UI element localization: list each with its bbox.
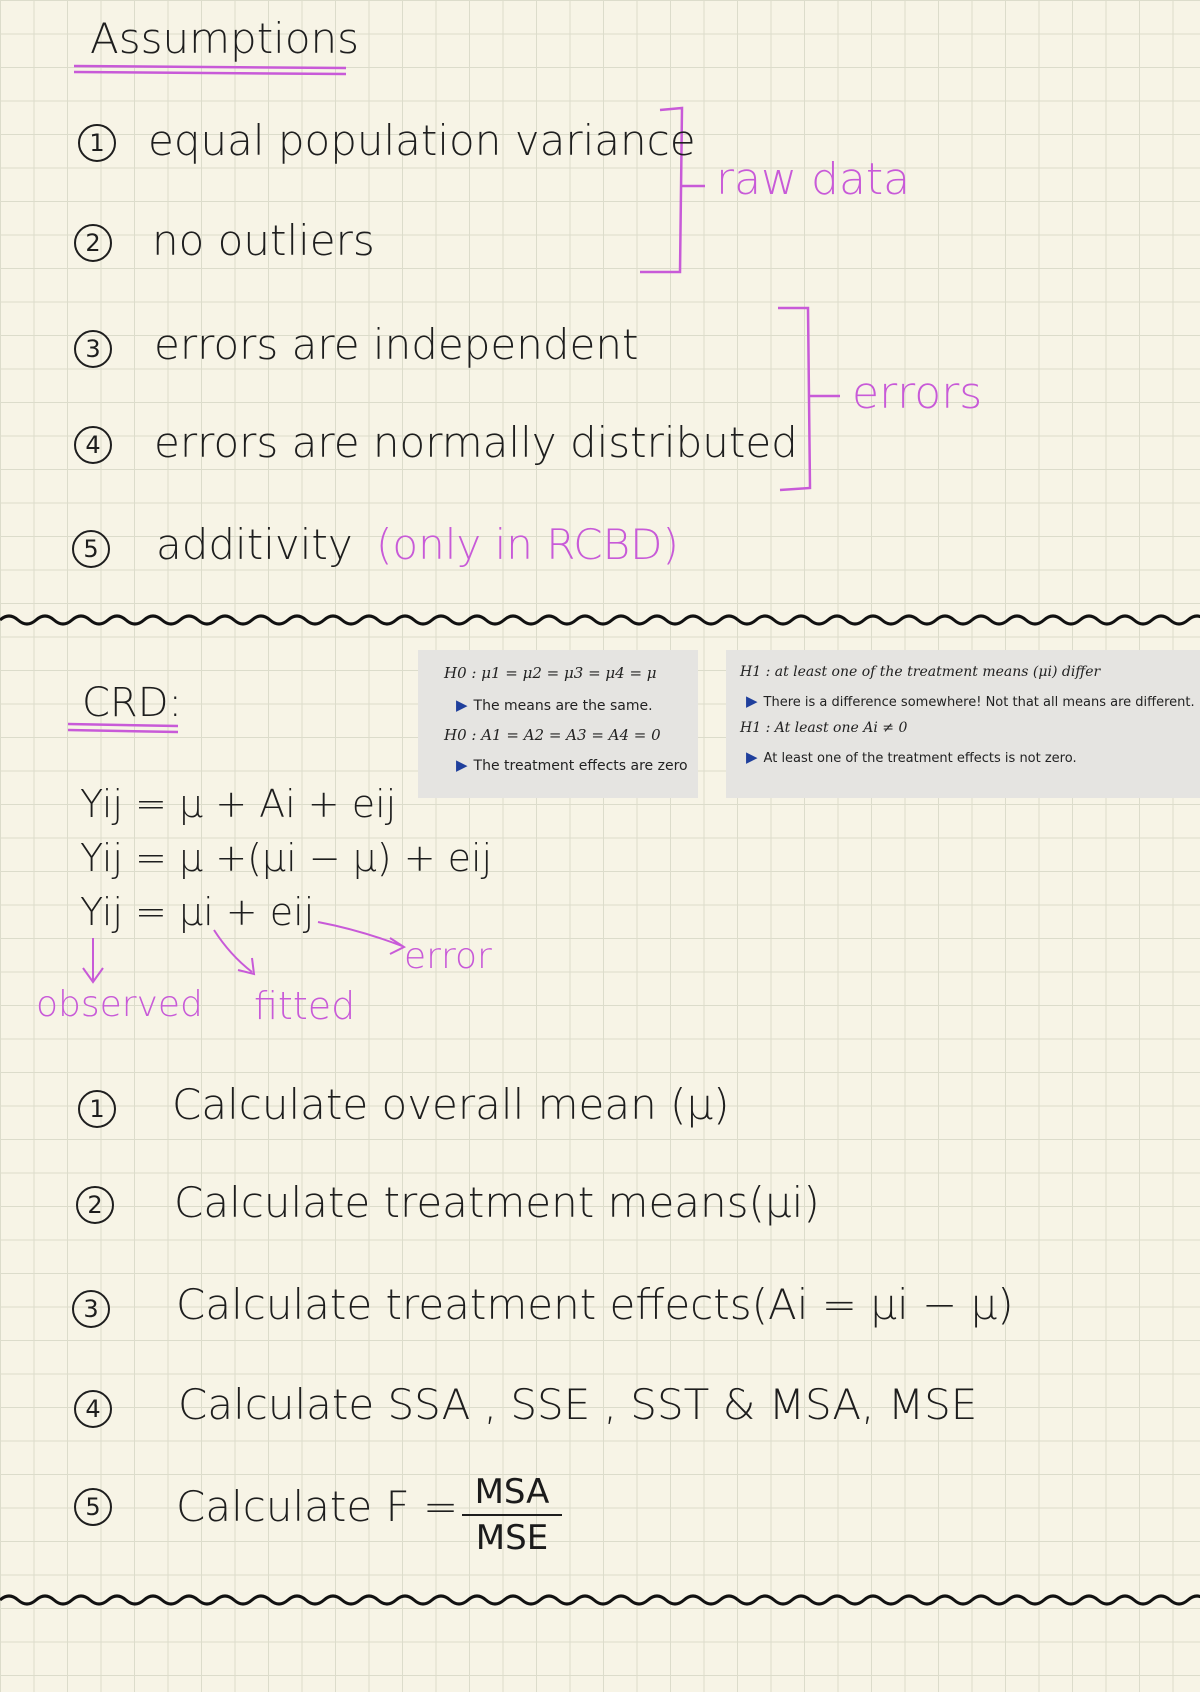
assumption-number-2: 2 — [74, 224, 112, 262]
assumption-item-2: no outliers — [152, 216, 375, 265]
step-number-3: 3 — [72, 1290, 110, 1328]
raw-data-label: raw data — [716, 154, 911, 205]
h1-effects-bullet-text: At least one of the treatment effects is not zero. — [763, 751, 1077, 766]
h0-panel — [418, 650, 698, 798]
assumption-item-1: equal population variance — [148, 116, 696, 165]
h0-effects-bullet — [456, 756, 688, 774]
model-equation-2: Yij = μ +(μi − μ) + eij — [80, 836, 493, 880]
h1-means-line: H1 : at least one of the treatment means (μi) differ — [740, 664, 1101, 680]
assumption-number-4: 4 — [74, 426, 112, 464]
assumption-number-3: 3 — [74, 330, 112, 368]
bullet-triangle-icon: ▶ — [456, 696, 468, 714]
step-2: Calculate treatment means(μi) — [174, 1178, 820, 1227]
rcbd-note: (only in RCBD) — [376, 520, 679, 569]
observed-arrow — [83, 938, 103, 982]
model-equation-1: Yij = μ + Ai + eij — [80, 782, 397, 826]
h0-means-line: H0 : μ1 = μ2 = μ3 = μ4 = μ — [444, 664, 657, 682]
h0-effects-bullet-text: The treatment effects are zero — [473, 758, 688, 774]
assumption-item-4: errors are normally distributed — [154, 418, 798, 467]
step-number-2: 2 — [76, 1186, 114, 1224]
h1-panel — [726, 650, 1200, 798]
step-number-5: 5 — [74, 1488, 112, 1526]
observed-label: observed — [36, 984, 203, 1025]
assumption-item-3: errors are independent — [154, 320, 639, 369]
step-5: Calculate F = — [176, 1482, 459, 1531]
bullet-triangle-icon: ▶ — [746, 692, 758, 710]
f-numerator: MSA — [474, 1472, 550, 1512]
error-arrow — [318, 922, 404, 954]
step-1: Calculate overall mean (μ) — [172, 1080, 730, 1129]
model-equation-3: Yij = μi + eij — [80, 890, 315, 934]
wavy-divider-top — [0, 616, 1200, 624]
assumption-number-5: 5 — [72, 530, 110, 568]
bullet-triangle-icon: ▶ — [746, 748, 758, 766]
h0-means-bullet — [456, 696, 653, 714]
error-label: error — [404, 936, 492, 977]
crd-title: CRD: — [82, 680, 182, 726]
step-4: Calculate SSA , SSE , SST & MSA, MSE — [178, 1380, 978, 1429]
f-denominator: MSE — [475, 1518, 549, 1558]
h1-means-bullet — [746, 692, 1195, 710]
step-3: Calculate treatment effects(Ai = μi − μ) — [176, 1280, 1014, 1329]
step-number-1: 1 — [78, 1090, 116, 1128]
step-number-4: 4 — [74, 1390, 112, 1428]
fitted-arrow — [214, 930, 254, 974]
h1-effects-bullet — [746, 748, 1077, 766]
errors-label: errors — [852, 368, 983, 419]
wavy-divider-bottom — [0, 1596, 1200, 1604]
fraction-bar — [462, 1514, 562, 1516]
assumptions-underline — [74, 66, 346, 74]
bullet-triangle-icon: ▶ — [456, 756, 468, 774]
assumption-item-5: additivity — [156, 520, 353, 569]
fitted-label: fitted — [254, 984, 356, 1028]
h0-effects-line: H0 : A1 = A2 = A3 = A4 = 0 — [444, 726, 661, 744]
h0-means-bullet-text: The means are the same. — [473, 698, 653, 714]
assumption-number-1: 1 — [78, 124, 116, 162]
h1-means-bullet-text: There is a difference somewhere! Not that all means are different. — [763, 695, 1195, 710]
h1-effects-line: H1 : At least one Ai ≠ 0 — [740, 720, 908, 736]
assumptions-title: Assumptions — [90, 14, 360, 63]
